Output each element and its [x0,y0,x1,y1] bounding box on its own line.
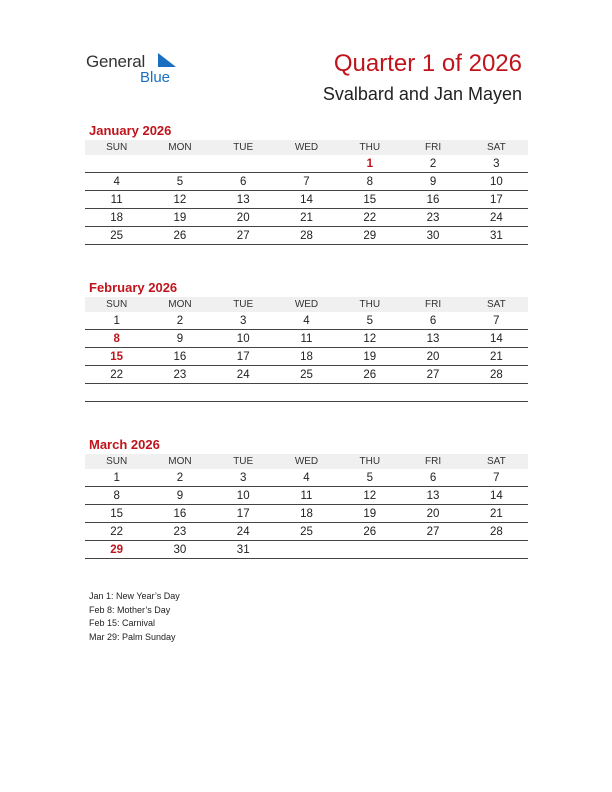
empty-day-cell [401,541,464,559]
day-cell: 31 [212,541,275,559]
empty-day-cell [212,384,275,402]
day-cell: 11 [275,487,338,505]
day-cell: 11 [275,330,338,348]
day-cell: 25 [85,227,148,245]
day-cell: 4 [275,312,338,330]
day-cell: 4 [85,173,148,191]
day-cell: 29 [85,541,148,559]
day-cell: 20 [212,209,275,227]
logo-flag-icon [158,53,178,69]
day-cell: 21 [275,209,338,227]
day-cell: 15 [338,191,401,209]
holiday-notes [89,590,180,644]
weekday-header-row [85,297,528,312]
weekday-label: WED [275,454,338,469]
day-cell: 1 [85,469,148,487]
day-cell: 12 [338,487,401,505]
day-cell: 7 [465,469,528,487]
day-cell: 22 [85,366,148,384]
day-cell: 28 [275,227,338,245]
week-row [85,505,528,523]
page-title: Quarter 1 of 2026 [333,50,522,77]
day-cell: 3 [212,469,275,487]
day-cell: 18 [275,348,338,366]
day-cell: 31 [465,227,528,245]
month-calendar [85,436,528,559]
day-cell: 7 [465,312,528,330]
day-cell: 5 [338,469,401,487]
week-row [85,469,528,487]
week-row [85,523,528,541]
week-row [85,209,528,227]
day-cell: 1 [338,155,401,173]
day-cell: 19 [148,209,211,227]
holiday-note: Feb 8: Mother’s Day [89,604,171,615]
day-cell: 2 [148,312,211,330]
day-cell: 23 [148,366,211,384]
day-cell: 21 [465,348,528,366]
day-cell: 16 [148,505,211,523]
month-title: February 2026 [89,280,178,295]
weekday-label: WED [275,297,338,312]
day-cell: 5 [148,173,211,191]
logo-text-general: General [86,52,146,71]
week-row [85,312,528,330]
day-cell: 14 [465,330,528,348]
month-title: March 2026 [89,437,160,452]
empty-day-cell [338,541,401,559]
day-cell: 30 [401,227,464,245]
day-cell: 13 [212,191,275,209]
weekday-label: TUE [212,454,275,469]
day-cell: 8 [85,487,148,505]
country-name: Svalbard and Jan Mayen [322,84,522,104]
week-row [85,366,528,384]
weekday-label: SUN [85,297,148,312]
weekday-header-row [85,140,528,155]
day-cell: 26 [338,523,401,541]
week-row [85,227,528,245]
day-cell: 4 [275,469,338,487]
week-row [85,191,528,209]
month-title: January 2026 [89,123,172,138]
weekday-label: MON [148,297,211,312]
day-cell: 22 [85,523,148,541]
day-cell: 21 [465,505,528,523]
holiday-note: Feb 15: Carnival [89,618,156,628]
holiday-note: Mar 29: Palm Sunday [89,631,176,642]
day-cell: 9 [401,173,464,191]
day-cell: 24 [212,366,275,384]
weekday-label: SAT [465,297,528,312]
day-cell: 6 [401,312,464,330]
day-cell: 3 [465,155,528,173]
weekday-label: TUE [212,140,275,155]
day-cell: 8 [338,173,401,191]
calendar-grid [85,297,528,402]
calendar-grid [85,140,528,245]
week-row [85,541,528,559]
weekday-label: THU [338,140,401,155]
day-cell: 15 [85,348,148,366]
day-cell: 2 [401,155,464,173]
day-cell: 6 [212,173,275,191]
week-row [85,384,528,402]
day-cell: 28 [465,523,528,541]
weekday-label: THU [338,297,401,312]
weekday-label: MON [148,140,211,155]
day-cell: 17 [212,505,275,523]
day-cell: 16 [401,191,464,209]
day-cell: 13 [401,330,464,348]
weekday-label: WED [275,140,338,155]
day-cell: 24 [465,209,528,227]
calendar-grid [85,454,528,559]
day-cell: 19 [338,505,401,523]
logo-text-blue: Blue [140,69,171,86]
empty-day-cell [338,384,401,402]
day-cell: 22 [338,209,401,227]
day-cell: 10 [465,173,528,191]
empty-day-cell [148,384,211,402]
weekday-label: FRI [401,454,464,469]
day-cell: 14 [465,487,528,505]
weekday-label: SUN [85,454,148,469]
day-cell: 27 [401,366,464,384]
day-cell: 9 [148,487,211,505]
day-cell: 25 [275,366,338,384]
month-calendar [85,279,528,402]
weekday-label: FRI [401,297,464,312]
day-cell: 30 [148,541,211,559]
day-cell: 25 [275,523,338,541]
empty-day-cell [212,155,275,173]
day-cell: 26 [148,227,211,245]
empty-day-cell [275,384,338,402]
week-row [85,330,528,348]
day-cell: 14 [275,191,338,209]
day-cell: 18 [85,209,148,227]
month-calendar [85,122,528,245]
day-cell: 9 [148,330,211,348]
day-cell: 7 [275,173,338,191]
empty-day-cell [275,155,338,173]
weekday-label: TUE [212,297,275,312]
weekday-label: SAT [465,140,528,155]
empty-day-cell [148,155,211,173]
empty-day-cell [85,384,148,402]
day-cell: 10 [212,487,275,505]
day-cell: 27 [401,523,464,541]
day-cell: 15 [85,505,148,523]
day-cell: 8 [85,330,148,348]
week-row [85,155,528,173]
empty-day-cell [465,384,528,402]
day-cell: 17 [465,191,528,209]
day-cell: 12 [338,330,401,348]
day-cell: 12 [148,191,211,209]
day-cell: 19 [338,348,401,366]
empty-day-cell [275,541,338,559]
day-cell: 27 [212,227,275,245]
weekday-header-row [85,454,528,469]
day-cell: 20 [401,505,464,523]
empty-day-cell [465,541,528,559]
day-cell: 5 [338,312,401,330]
weekday-label: MON [148,454,211,469]
empty-day-cell [401,384,464,402]
week-row [85,348,528,366]
weekday-label: THU [338,454,401,469]
day-cell: 11 [85,191,148,209]
day-cell: 20 [401,348,464,366]
day-cell: 1 [85,312,148,330]
day-cell: 28 [465,366,528,384]
day-cell: 24 [212,523,275,541]
day-cell: 23 [401,209,464,227]
day-cell: 23 [148,523,211,541]
day-cell: 17 [212,348,275,366]
day-cell: 2 [148,469,211,487]
day-cell: 13 [401,487,464,505]
day-cell: 3 [212,312,275,330]
day-cell: 6 [401,469,464,487]
week-row [85,173,528,191]
day-cell: 16 [148,348,211,366]
day-cell: 18 [275,505,338,523]
day-cell: 26 [338,366,401,384]
day-cell: 10 [212,330,275,348]
brand-logo [86,52,196,92]
weekday-label: FRI [401,140,464,155]
weekday-label: SAT [465,454,528,469]
week-row [85,487,528,505]
weekday-label: SUN [85,140,148,155]
empty-day-cell [85,155,148,173]
holiday-note: Jan 1: New Year’s Day [89,591,180,601]
day-cell: 29 [338,227,401,245]
